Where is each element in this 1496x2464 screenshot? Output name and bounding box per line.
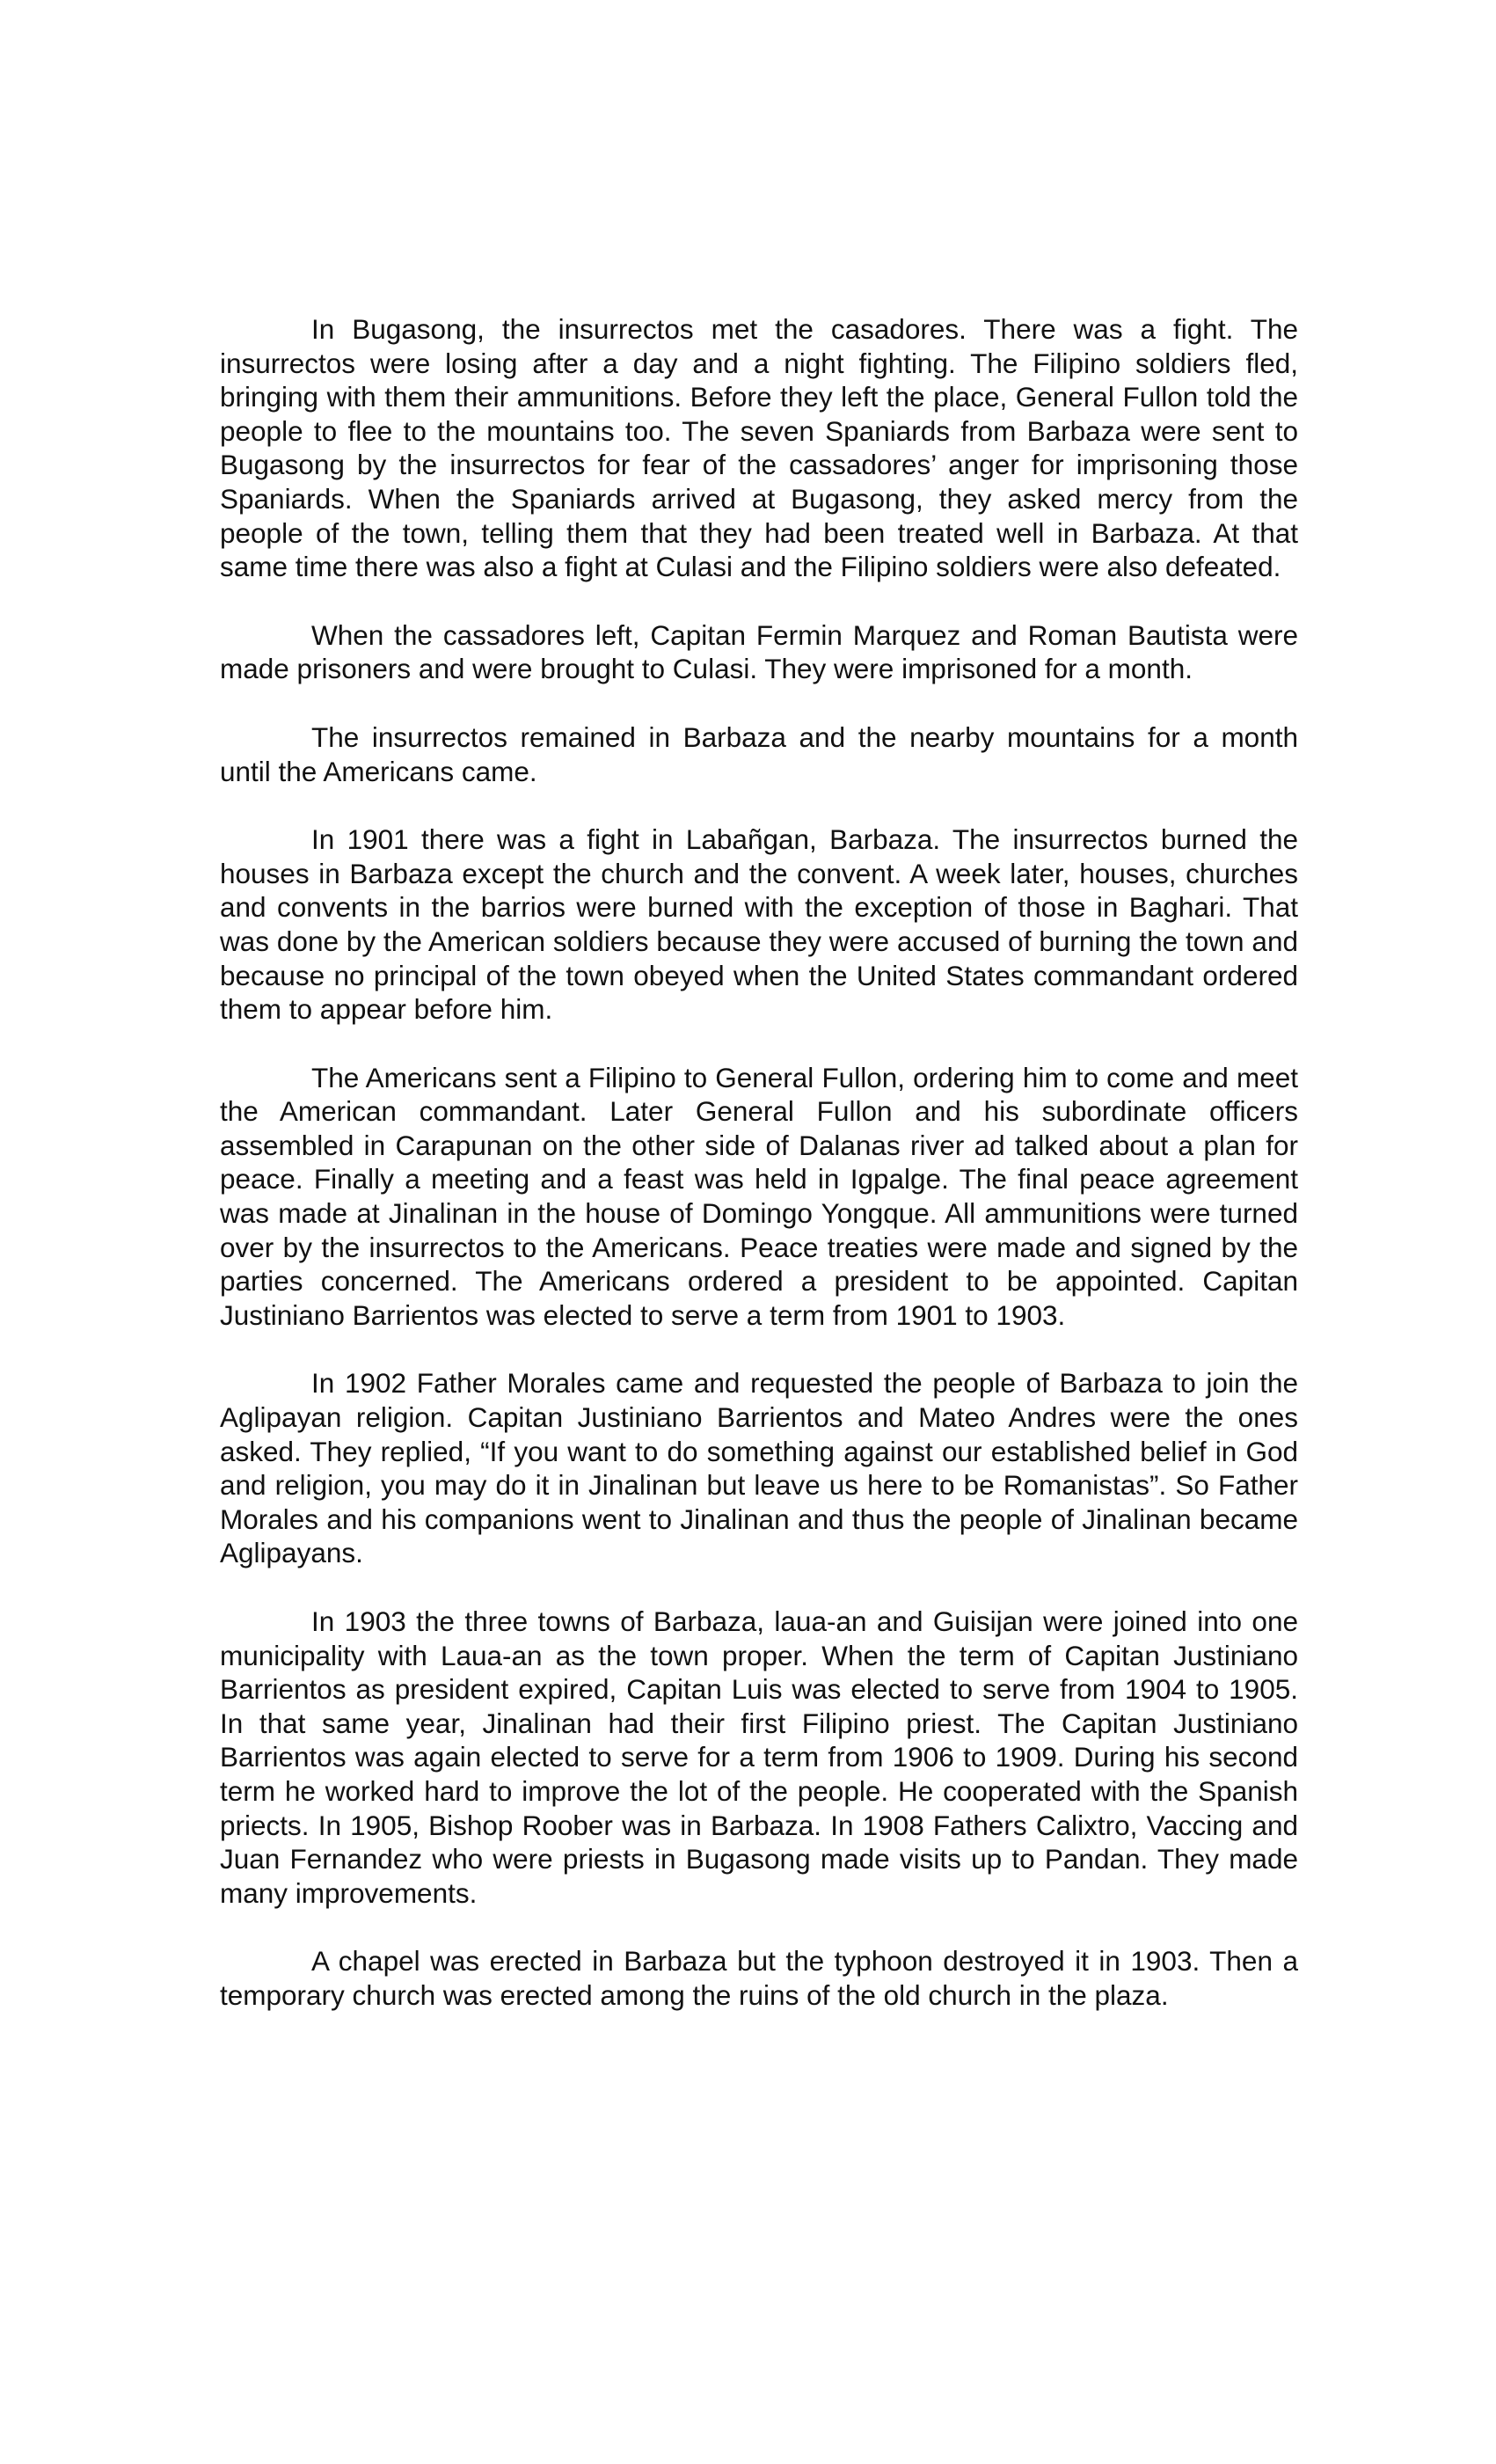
paragraph-peace-agreement: The Americans sent a Filipino to General Fullon, ordering him to come and meet the American commandant. Later General Fullon and his subordinate officers assembled in Carapunan on the other side of Dalanas river ad talked about a plan for peace. Finally a meeting and a feast was held in Igpalge. The final peace agreement was made at Jinalinan in the house of Domingo Yongque. All ammunitions were turned over by the insurrectos to the Americans. Peace treaties were made and signed by the parties concerned. The Americans ordered a president to be appointed. Capitan Justiniano Barrientos was elected to serve a term from 1901 to 1903. xyxy=(220,1061,1298,1331)
paragraph-prisoners-culasi: When the cassadores left, Capitan Fermin Marquez and Roman Bautista were made prisoners and were brought to Culasi. They were imprisoned for a month. xyxy=(220,618,1298,685)
paragraph-chapel: A chapel was erected in Barbaza but the typhoon destroyed it in 1903. Then a temporary church was erected among the ruins of the old church in the plaza. xyxy=(220,1945,1298,2011)
paragraph-bugasong-fight: In Bugasong, the insurrectos met the casadores. There was a fight. The insurrectos were losing after a day and a night fighting. The Filipino soldiers fled, bringing with them their ammunitions. Before they left the place, General Fullon told the people to flee to the mountains too. The seven Spaniards from Barbaza were sent to Bugasong by the insurrectos for fear of the cassadores’ anger for imprisoning those Spaniards. When the Spaniards arrived at Bugasong, they asked mercy from the people of the town, telling them that they had been treated well in Barbaza. At that same time there was also a fight at Culasi and the Filipino soldiers were also defeated. xyxy=(220,313,1298,583)
paragraph-insurrectos-remained: The insurrectos remained in Barbaza and the nearby mountains for a month until the Americans came. xyxy=(220,720,1298,787)
paragraph-1902-aglipayan: In 1902 Father Morales came and requested the people of Barbaza to join the Aglipayan religion. Capitan Justiniano Barrientos and Mateo Andres were the ones asked. They replied, “If you want to do something against our established belief in God and religion, you may do it in Jinalinan but leave us here to be Romanistas”. So Father Morales and his companions went to Jinalinan and thus the people of Jinalinan became Aglipayans. xyxy=(220,1367,1298,1569)
document-page xyxy=(220,312,1298,2013)
paragraph-1901-fight: In 1901 there was a fight in Labañgan, Barbaza. The insurrectos burned the houses in Barbaza except the church and the convent. A week later, houses, churches and convents in the barrios were burned with the exception of those in Baghari. That was done by the American soldiers because they were accused of burning the town and because no principal of the town obeyed when the United States commandant ordered them to appear before him. xyxy=(220,823,1298,1026)
paragraph-1903-municipality: In 1903 the three towns of Barbaza, laua-an and Guisijan were joined into one municipality with Laua-an as the town proper. When the term of Capitan Justiniano Barrientos as president expired, Capitan Luis was elected to serve from 1904 to 1905. In that same year, Jinalinan had their first Filipino priest. The Capitan Justiniano Barrientos was again elected to serve for a term from 1906 to 1909. During his second term he worked hard to improve the lot of the people. He cooperated with the Spanish priects. In 1905, Bishop Roober was in Barbaza. In 1908 Fathers Calixtro, Vaccing and Juan Fernandez who were priests in Bugasong made visits up to Pandan. They made many improvements. xyxy=(220,1605,1298,1909)
